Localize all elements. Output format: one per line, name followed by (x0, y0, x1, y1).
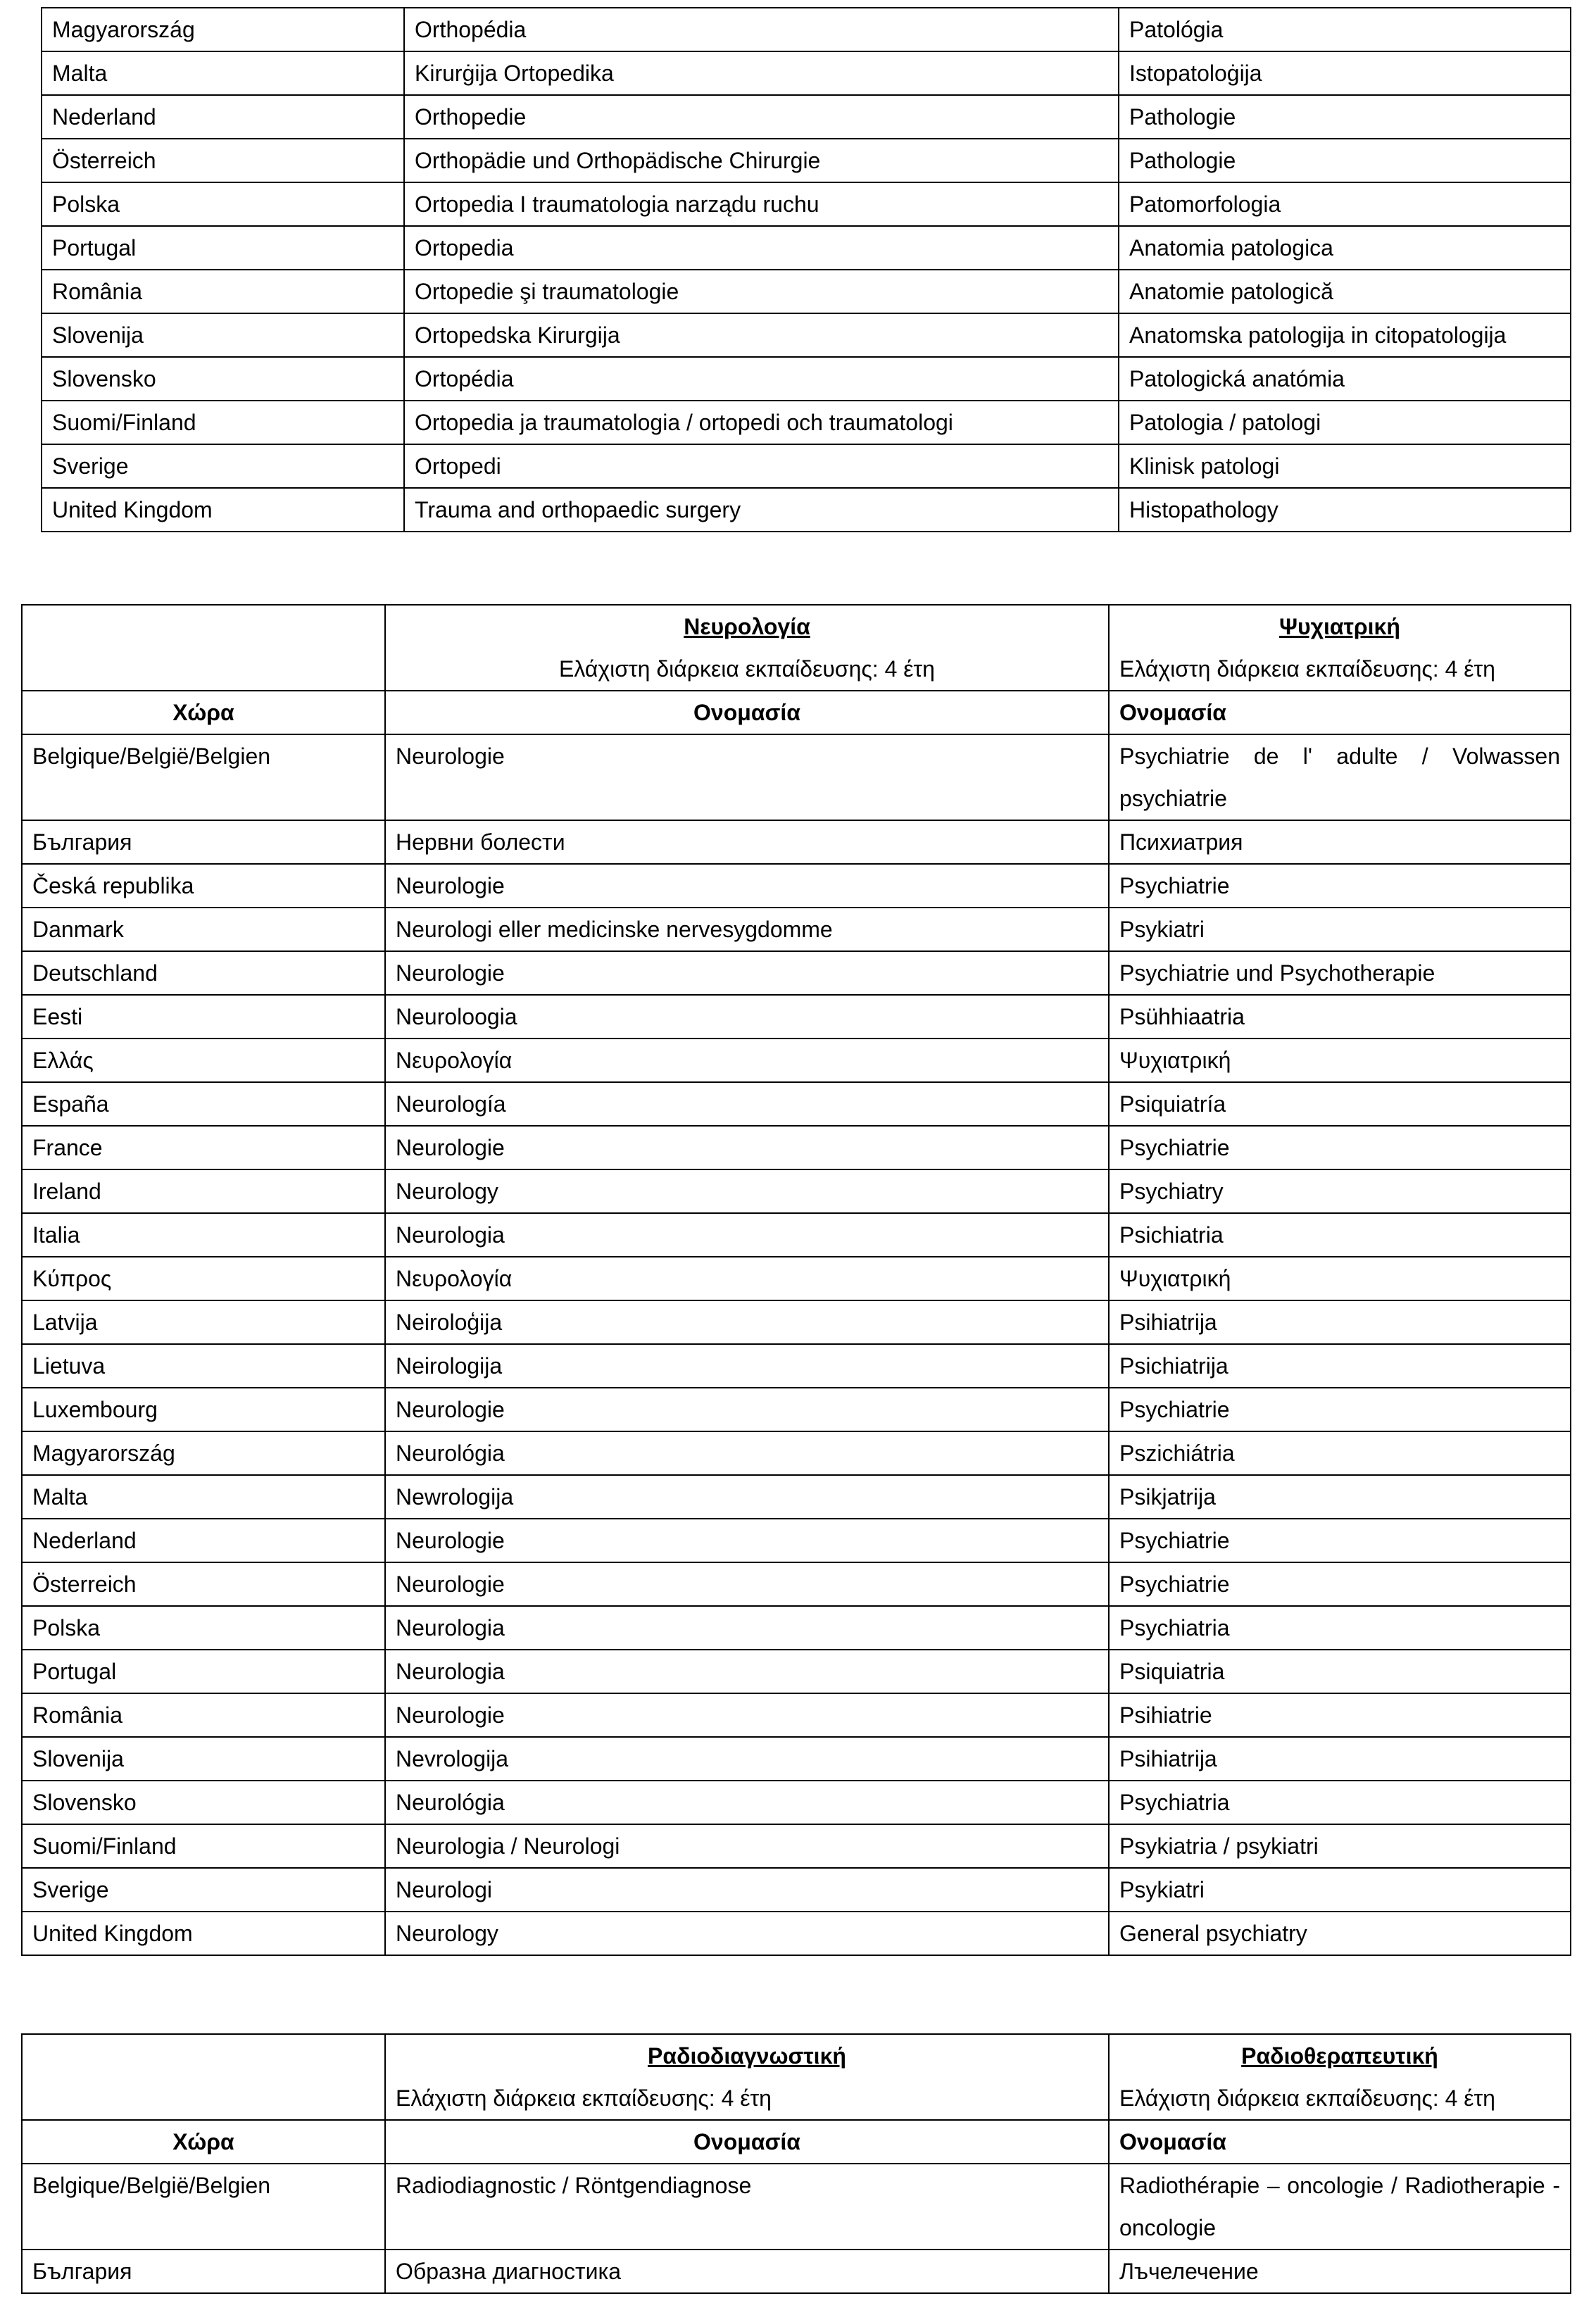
specialty-name-cell: Psychiatrie (1109, 1388, 1571, 1431)
table-row (22, 1388, 1571, 1431)
country-cell: Portugal (22, 1650, 385, 1693)
country-cell: Suomi/Finland (22, 1824, 385, 1868)
table-row (22, 2164, 1571, 2250)
table-body (22, 734, 1571, 1955)
specialty-name-cell: Psiquiatría (1109, 1082, 1571, 1126)
specialty-name-cell: Neurologie (385, 734, 1109, 820)
specialty-name-cell: Psykiatri (1109, 908, 1571, 951)
specialty-name-cell: Patologia / patologi (1119, 401, 1571, 444)
country-cell: Belgique/België/Belgien (22, 2164, 385, 2250)
table-row (22, 820, 1571, 864)
specialty-name-cell: Trauma and orthopaedic surgery (404, 488, 1119, 532)
country-cell: Polska (42, 182, 404, 226)
table-row (22, 1257, 1571, 1300)
specialty-header-psychiatry (1109, 605, 1571, 691)
specialty-name-cell: Neurologia / Neurologi (385, 1824, 1109, 1868)
specialty-name-cell: Psychiatrie (1109, 1126, 1571, 1169)
country-cell: Suomi/Finland (42, 401, 404, 444)
specialty-name-cell: Ortopedia (404, 226, 1119, 270)
specialty-name-cell: Ortopedie şi traumatologie (404, 270, 1119, 313)
specialty-header-row (22, 2034, 1571, 2120)
country-cell: Česká republika (22, 864, 385, 908)
specialty-name-cell: Ortopedia ja traumatologia / ortopedi och traumatologi (404, 401, 1119, 444)
specialty-name-cell: Psychiatrie und Psychotherapie (1109, 951, 1571, 995)
specialty-name-cell: Psihiatrija (1109, 1300, 1571, 1344)
table-row (42, 139, 1571, 182)
specialty-header-radiodiagnostics (385, 2034, 1109, 2120)
column-header-row (22, 691, 1571, 734)
table-row (22, 864, 1571, 908)
specialty-name-cell: Neirologija (385, 1344, 1109, 1388)
specialty-name-cell: Ortopedska Kirurgija (404, 313, 1119, 357)
specialty-name-cell: Neurologie (385, 1519, 1109, 1562)
country-cell: Deutschland (22, 951, 385, 995)
country-cell: Danmark (22, 908, 385, 951)
specialty-name-cell: Radiothérapie – oncologie / Radiotherapie - oncologie (1109, 2164, 1571, 2250)
specialty-name-cell: Orthopedie (404, 95, 1119, 139)
specialty-name-cell: General psychiatry (1109, 1912, 1571, 1955)
specialty-name-cell: Radiodiagnostic / Röntgendiagnose (385, 2164, 1109, 2250)
specialty-name-cell: Anatomia patologica (1119, 226, 1571, 270)
specialty-name-cell: Istopatoloġija (1119, 51, 1571, 95)
country-cell: Κύπρος (22, 1257, 385, 1300)
specialty-name-cell: Anatomska patologija in citopatologija (1119, 313, 1571, 357)
minimum-duration: Ελάχιστη διάρκεια εκπαίδευσης: 4 έτη (559, 656, 935, 682)
table-row (42, 444, 1571, 488)
specialty-name-cell: Psychiatria (1109, 1781, 1571, 1824)
specialty-name-cell: Ortopedi (404, 444, 1119, 488)
column-header-country: Χώρα (22, 2120, 385, 2164)
specialty-name-cell: Psykiatria / psykiatri (1109, 1824, 1571, 1868)
table-row (42, 182, 1571, 226)
specialty-name-cell: Neurologia (385, 1650, 1109, 1693)
specialty-title: Ραδιοδιαγνωστική (648, 2043, 846, 2069)
country-cell: Magyarország (42, 8, 404, 51)
specialty-name-cell: Neurologie (385, 951, 1109, 995)
country-cell: Ελλάς (22, 1039, 385, 1082)
country-cell: Polska (22, 1606, 385, 1650)
country-cell: България (22, 2250, 385, 2293)
specialty-name-cell: Neurologie (385, 1562, 1109, 1606)
country-cell: United Kingdom (22, 1912, 385, 1955)
specialty-name-cell: Pathologie (1119, 139, 1571, 182)
specialty-name-cell: Psykiatri (1109, 1868, 1571, 1912)
table-row (22, 1039, 1571, 1082)
country-cell: Slovensko (42, 357, 404, 401)
country-cell: Slovenija (22, 1737, 385, 1781)
specialty-name-cell: Psychiatrie (1109, 1562, 1571, 1606)
table-row (42, 270, 1571, 313)
specialty-name-cell: Pszichiátria (1109, 1431, 1571, 1475)
table-row (42, 95, 1571, 139)
specialty-title: Ραδιοθεραπευτική (1241, 2043, 1438, 2069)
table-row (22, 1344, 1571, 1388)
specialty-name-cell: Histopathology (1119, 488, 1571, 532)
specialty-table-orthopaedics-pathology (41, 7, 1571, 532)
specialty-header-radiotherapy (1109, 2034, 1571, 2120)
country-cell: România (42, 270, 404, 313)
table-row (22, 1169, 1571, 1213)
table-body (22, 2164, 1571, 2293)
country-cell: Slovenija (42, 313, 404, 357)
table-row (22, 908, 1571, 951)
specialty-name-cell: Klinisk patologi (1119, 444, 1571, 488)
country-cell: Nederland (42, 95, 404, 139)
specialty-name-cell: Neurology (385, 1912, 1109, 1955)
column-header-name: Ονομασία (1109, 2120, 1571, 2164)
table-row (22, 1431, 1571, 1475)
table-row (22, 1737, 1571, 1781)
table-row (22, 1824, 1571, 1868)
empty-header-cell (22, 2034, 385, 2120)
country-cell: Eesti (22, 995, 385, 1039)
table-row (22, 1519, 1571, 1562)
country-cell: France (22, 1126, 385, 1169)
table-row (22, 1082, 1571, 1126)
country-cell: Belgique/België/Belgien (22, 734, 385, 820)
specialty-name-cell: Νευρολογία (385, 1039, 1109, 1082)
specialty-name-cell: Psichiatria (1109, 1213, 1571, 1257)
specialty-name-cell: Neurologi (385, 1868, 1109, 1912)
table-row (22, 734, 1571, 820)
country-cell: Magyarország (22, 1431, 385, 1475)
specialty-name-cell: Ortopédia (404, 357, 1119, 401)
table-row (22, 1868, 1571, 1912)
country-cell: Österreich (22, 1562, 385, 1606)
table-row (22, 1300, 1571, 1344)
country-cell: Luxembourg (22, 1388, 385, 1431)
specialty-name-cell: Лъчелечение (1109, 2250, 1571, 2293)
specialty-name-cell: Ψυχιατρική (1109, 1039, 1571, 1082)
country-cell: Ireland (22, 1169, 385, 1213)
specialty-name-cell: Psychiatria (1109, 1606, 1571, 1650)
country-cell: España (22, 1082, 385, 1126)
table-row (42, 8, 1571, 51)
specialty-name-cell: Ψυχιατρική (1109, 1257, 1571, 1300)
table-row (22, 1562, 1571, 1606)
country-cell: Malta (42, 51, 404, 95)
country-cell: Sverige (42, 444, 404, 488)
specialty-name-cell: Neurologia (385, 1213, 1109, 1257)
table-row (42, 226, 1571, 270)
specialty-name-cell: Patologická anatómia (1119, 357, 1571, 401)
country-cell: Portugal (42, 226, 404, 270)
table-row (22, 1475, 1571, 1519)
column-header-country: Χώρα (22, 691, 385, 734)
table-row (22, 995, 1571, 1039)
specialty-name-cell: Neurology (385, 1169, 1109, 1213)
table-row (22, 1213, 1571, 1257)
specialty-table-neurology-psychiatry (21, 604, 1571, 1956)
specialty-name-cell: Psychiatry (1109, 1169, 1571, 1213)
empty-header-cell (22, 605, 385, 691)
specialty-name-cell: Psychiatrie (1109, 1519, 1571, 1562)
specialty-title: Νευρολογία (684, 614, 810, 639)
table-row (42, 357, 1571, 401)
specialty-name-cell: Anatomie patologică (1119, 270, 1571, 313)
specialty-header-neurology (385, 605, 1109, 691)
country-cell: Lietuva (22, 1344, 385, 1388)
minimum-duration: Ελάχιστη διάρκεια εκπαίδευσης: 4 έτη (1119, 2085, 1495, 2111)
column-header-name: Ονομασία (1109, 691, 1571, 734)
specialty-name-cell: Neuroloogia (385, 995, 1109, 1039)
specialty-name-cell: Patomorfologia (1119, 182, 1571, 226)
specialty-name-cell: Neurológia (385, 1431, 1109, 1475)
specialty-name-cell: Psihiatrie (1109, 1693, 1571, 1737)
specialty-name-cell: Psiquiatria (1109, 1650, 1571, 1693)
specialty-name-cell: Psychiatrie (1109, 864, 1571, 908)
specialty-name-cell: Neurologie (385, 1388, 1109, 1431)
table-row (42, 51, 1571, 95)
minimum-duration: Ελάχιστη διάρκεια εκπαίδευσης: 4 έτη (396, 2085, 772, 2111)
country-cell: България (22, 820, 385, 864)
specialty-header-row (22, 605, 1571, 691)
country-cell: Slovensko (22, 1781, 385, 1824)
specialty-name-cell: Neurologie (385, 1693, 1109, 1737)
table-row (42, 488, 1571, 532)
country-cell: Latvija (22, 1300, 385, 1344)
table-row (42, 313, 1571, 357)
specialty-name-cell: Нервни болести (385, 820, 1109, 864)
table-row (42, 401, 1571, 444)
country-cell: Malta (22, 1475, 385, 1519)
specialty-name-cell: Neurologie (385, 1126, 1109, 1169)
specialty-name-cell: Neiroloģija (385, 1300, 1109, 1344)
specialty-name-cell: Nevrologija (385, 1737, 1109, 1781)
specialty-name-cell: Kirurġija Ortopedika (404, 51, 1119, 95)
specialty-table-radiology (21, 2033, 1571, 2294)
country-cell: Österreich (42, 139, 404, 182)
specialty-name-cell: Neurología (385, 1082, 1109, 1126)
specialty-name-cell: Neurologia (385, 1606, 1109, 1650)
specialty-name-cell: Образна диагностика (385, 2250, 1109, 2293)
table-row (22, 1606, 1571, 1650)
country-cell: United Kingdom (42, 488, 404, 532)
country-cell: România (22, 1693, 385, 1737)
table-row (22, 1693, 1571, 1737)
country-cell: Nederland (22, 1519, 385, 1562)
specialty-name-cell: Newrologija (385, 1475, 1109, 1519)
specialty-name-cell: Psichiatrija (1109, 1344, 1571, 1388)
table-row (22, 1650, 1571, 1693)
specialty-name-cell: Neurologi eller medicinske nervesygdomme (385, 908, 1109, 951)
table-row (22, 1912, 1571, 1955)
specialty-name-cell: Νευρολογία (385, 1257, 1109, 1300)
specialty-name-cell: Patológia (1119, 8, 1571, 51)
specialty-name-cell: Psihiatrija (1109, 1737, 1571, 1781)
specialty-name-cell: Orthopédia (404, 8, 1119, 51)
specialty-name-cell: Psikjatrija (1109, 1475, 1571, 1519)
table-body (42, 8, 1571, 532)
specialty-name-cell: Neurológia (385, 1781, 1109, 1824)
table-row (22, 1781, 1571, 1824)
table-row (22, 951, 1571, 995)
specialty-name-cell: Psychiatrie de l' adulte / Volwassen psychiatrie (1109, 734, 1571, 820)
table-row (22, 2250, 1571, 2293)
specialty-name-cell: Psühhiaatria (1109, 995, 1571, 1039)
minimum-duration: Ελάχιστη διάρκεια εκπαίδευσης: 4 έτη (1119, 656, 1495, 682)
column-header-row (22, 2120, 1571, 2164)
specialty-name-cell: Neurologie (385, 864, 1109, 908)
specialty-name-cell: Orthopädie und Orthopädische Chirurgie (404, 139, 1119, 182)
country-cell: Sverige (22, 1868, 385, 1912)
specialty-name-cell: Pathologie (1119, 95, 1571, 139)
country-cell: Italia (22, 1213, 385, 1257)
specialty-name-cell: Ortopedia I traumatologia narządu ruchu (404, 182, 1119, 226)
table-row (22, 1126, 1571, 1169)
column-header-name: Ονομασία (385, 691, 1109, 734)
column-header-name: Ονομασία (385, 2120, 1109, 2164)
specialty-name-cell: Психиатрия (1109, 820, 1571, 864)
specialty-title: Ψυχιατρική (1279, 614, 1400, 639)
